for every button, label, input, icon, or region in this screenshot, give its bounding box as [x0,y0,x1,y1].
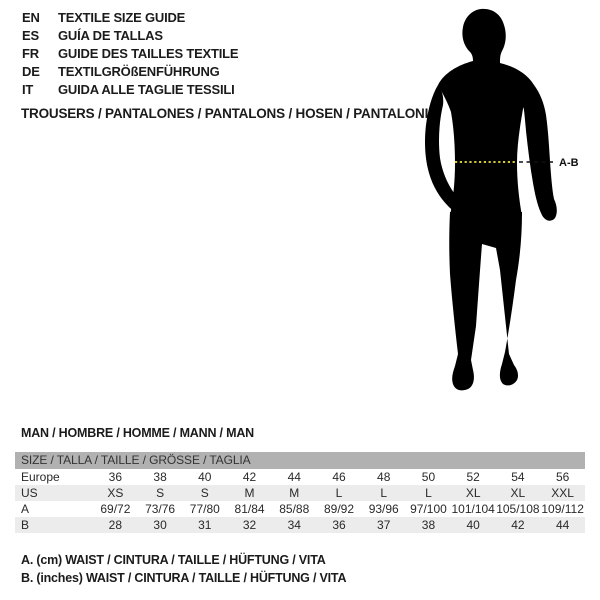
size-table [15,452,585,533]
language-guide-list [22,9,238,99]
table-row-a [15,501,585,517]
table-cell: 69/72 [100,502,131,516]
row-label: B [21,518,30,532]
table-cell: 73/76 [145,502,176,516]
table-row-us [15,485,585,501]
table-cell: 38 [153,470,167,484]
table-cell: 109/112 [541,502,584,516]
table-cell: XL [510,486,526,500]
table-cell: XXL [551,486,574,500]
table-cell: 89/92 [323,502,354,516]
table-cell: 44 [287,470,301,484]
language-row-fr [22,45,238,63]
table-cell: 105/108 [496,502,540,516]
waist-measure-label: A-B [559,157,579,169]
language-code: EN [22,10,40,25]
category-title: TROUSERS / PANTALONES / PANTALONS / HOSEN / PANTALONI [21,106,429,121]
table-cell: 42 [511,518,525,532]
table-cell: 32 [242,518,257,532]
section-title-man: MAN / HOMBRE / HOMME / MANN / MAN [21,426,254,440]
table-cell: 36 [108,470,123,484]
language-label: GUÍA DE TALLAS [58,28,163,43]
table-cell: 93/96 [368,502,399,516]
language-code: DE [22,64,40,79]
table-cell: 77/80 [189,502,220,516]
language-row-en [22,9,238,27]
language-row-de [22,63,238,81]
table-cell: 42 [242,470,257,484]
language-label: TEXTILGRÖßENFÜHRUNG [58,64,220,79]
table-cell: 38 [421,518,436,532]
row-label: A [21,502,30,516]
table-cell: 40 [198,470,212,484]
table-cell: L [425,486,432,500]
silhouette-torso [438,9,534,216]
table-cell: 101/104 [451,502,495,516]
language-row-it [22,81,238,99]
size-table-header: SIZE / TALLA / TAILLE / GRÖSSE / TAGLIA [15,452,585,469]
legend-line-a: A. (cm) WAIST / CINTURA / TAILLE / HÜFTUNG / VITA [21,553,326,567]
table-cell: 28 [108,518,123,532]
table-cell: 48 [377,470,391,484]
table-cell: 36 [332,518,346,532]
table-cell: 52 [466,470,480,484]
table-cell: 54 [511,470,525,484]
row-label: Europe [21,470,60,484]
table-cell: XL [465,486,481,500]
table-cell: 34 [287,518,301,532]
language-code: ES [22,28,39,43]
measurement-legend [21,551,346,587]
language-code: FR [22,46,39,61]
table-cell: 85/88 [279,502,310,516]
language-label: GUIDA ALLE TAGLIE TESSILI [58,82,235,97]
table-cell: 40 [466,518,480,532]
size-table-body [15,469,585,533]
man-silhouette-figure [410,2,600,402]
language-code: IT [22,82,34,97]
table-row-europe [15,469,585,485]
table-cell: 50 [421,470,436,484]
table-cell: 46 [332,470,346,484]
table-cell: 97/100 [410,502,447,516]
table-cell: 37 [377,518,391,532]
table-cell: 56 [555,470,570,484]
man-silhouette-svg [410,2,600,402]
language-label: TEXTILE SIZE GUIDE [58,10,186,25]
table-cell: M [289,486,300,500]
table-cell: S [156,486,165,500]
table-cell: S [200,486,209,500]
table-cell: 44 [555,518,570,532]
table-cell: 31 [198,518,212,532]
table-cell: M [244,486,255,500]
table-cell: 30 [153,518,167,532]
silhouette-right-arm [522,85,557,221]
table-cell: 81/84 [234,502,265,516]
table-cell: XS [107,486,124,500]
table-cell: L [335,486,343,500]
language-row-es [22,27,238,45]
table-cell: L [380,486,388,500]
silhouette-legs [449,212,522,390]
row-label: US [21,486,38,500]
language-label: GUIDE DES TAILLES TEXTILE [58,46,239,61]
table-row-b [15,517,585,533]
legend-line-b: B. (inches) WAIST / CINTURA / TAILLE / HÜFTUNG / VITA [21,571,347,585]
